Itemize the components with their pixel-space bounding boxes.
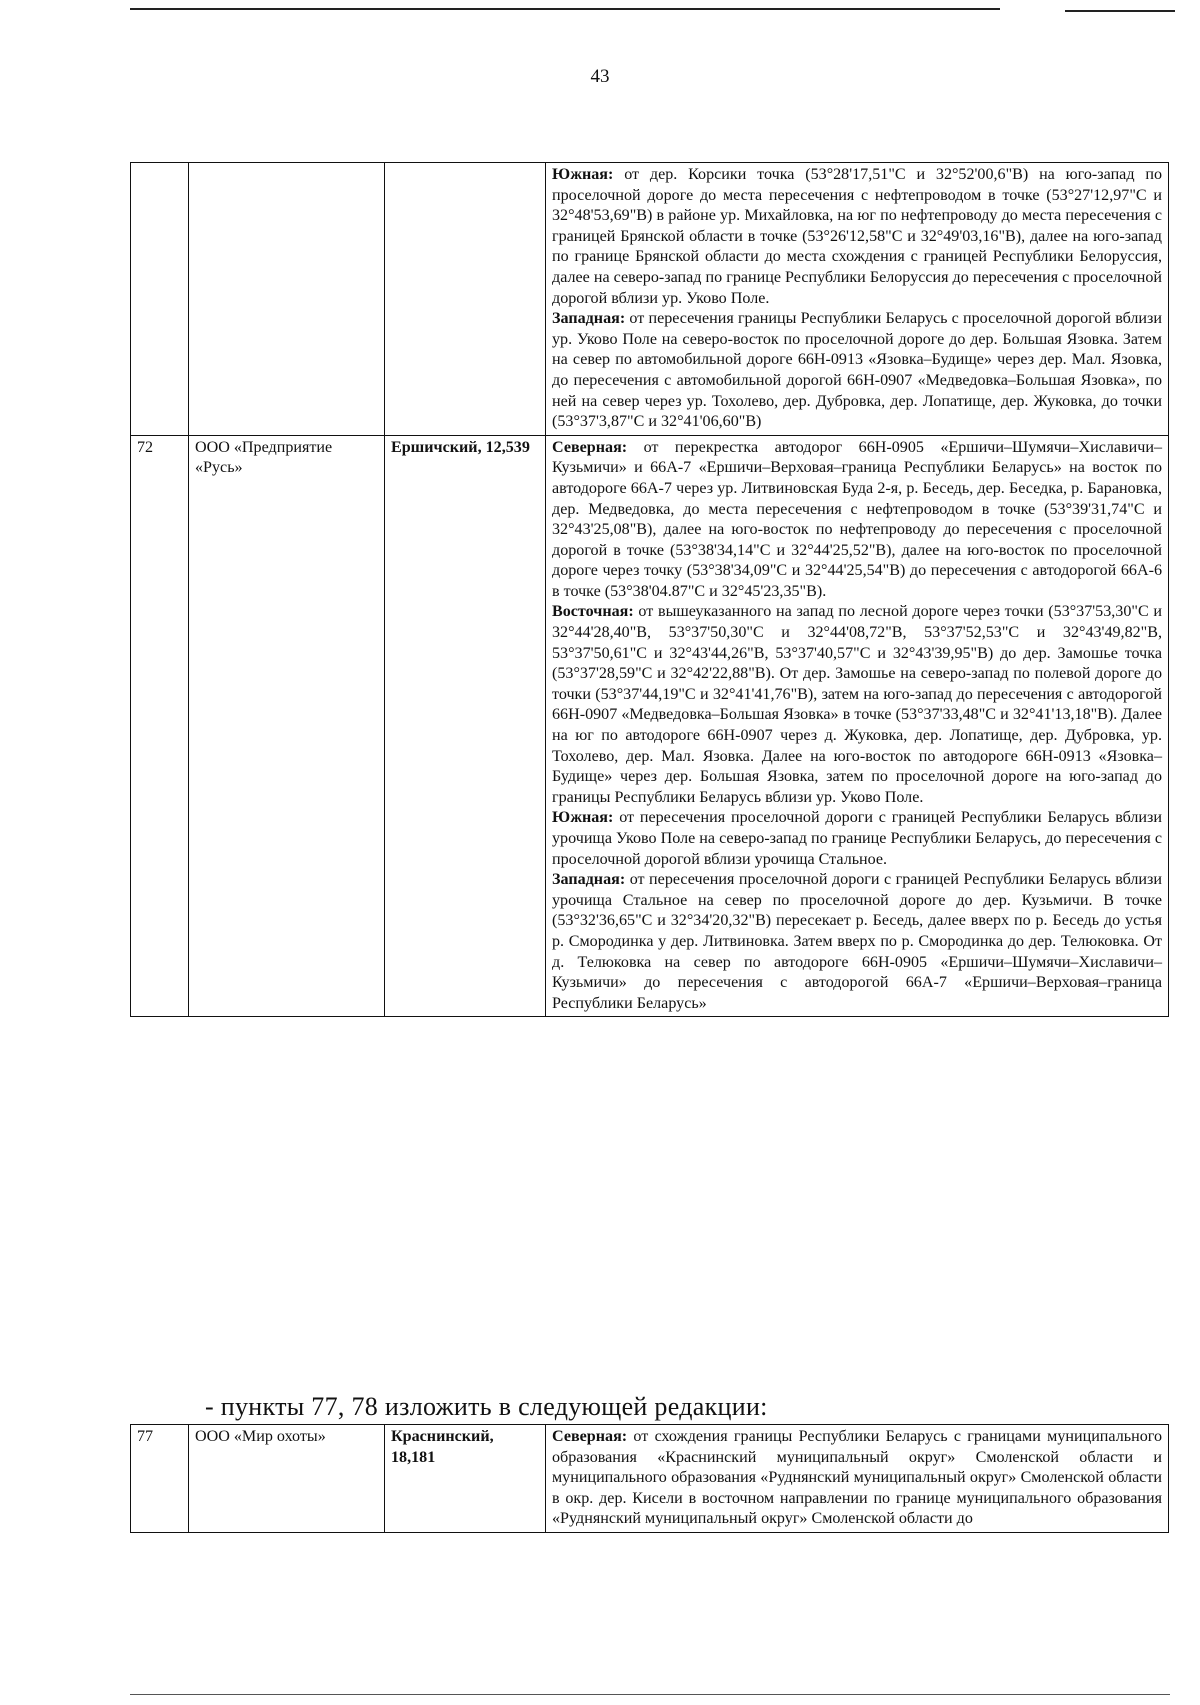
- boundary-paragraph-south: [552, 808, 1162, 870]
- area-info: Ершичский, 12,539: [385, 435, 546, 1017]
- area-info: [385, 163, 546, 436]
- hunting-areas-table-new: [130, 1424, 1169, 1533]
- organization-name: ООО «Мир охоты»: [189, 1425, 385, 1533]
- page-number: 43: [590, 66, 610, 87]
- boundary-label: Восточная:: [552, 603, 634, 621]
- bottom-rule: [130, 1694, 1170, 1695]
- boundary-label: Западная:: [552, 310, 626, 328]
- row-number: [131, 163, 189, 436]
- boundary-label: Южная:: [552, 809, 614, 827]
- boundary-text: от пересечения границы Республики Беларусь с проселочной дорогой вблизи ур. Уково Поле на северо-восток по проселочной дороге до дер. Большая Язовка. Затем на север по автомобильной дороге 66Н-0913 «Язовка–Будище» через дер. Мал. Язовка, до пересечения с автомобильной дорогой 66Н-0907 «Медведовка–Большая Язовка», по ней на север через ур. Тохолево, дер. Дубровка, дер. Лопатище, дер. Жуковка, до точки (53°37'3,87"С и 32°41'06,60"В): [552, 310, 1162, 431]
- boundary-text: от дер. Корсики точка (53°28'17,51"С и 32°52'00,6"В) на юго-запад по проселочной дороге до места пересечения с нефтепроводом в точке (53°27'12,97"С и 32°48'53,69"В) в районе ур. Михайловка, на юг по нефтепроводу до места пересечения с границей Брянской области в точке (53°26'12,58"С и 32°49'03,16"В), далее на юго-запад по границе Брянской области до места схождения с границей Республики Белоруссия, далее на северо-запад по границе Республики Белоруссия до пересечения с проселочной дорогой вблизи ур. Уково Поле.: [552, 166, 1162, 307]
- boundary-text: от пересечения проселочной дороги с границей Республики Беларусь вблизи урочища Уково Поле на северо-запад по границе Республики Беларусь, до пересечения с проселочной дорогой вблизи урочища Стальное.: [552, 809, 1162, 868]
- table-row: [131, 163, 1169, 436]
- top-rule-left: [130, 8, 1000, 10]
- boundary-paragraph-west: [552, 870, 1162, 1014]
- boundary-description: [546, 435, 1169, 1017]
- organization-name: [189, 163, 385, 436]
- boundary-text: от вышеуказанного на запад по лесной дороге через точки (53°37'53,30"С и 32°44'28,40"В, 53°37'50,30"С и 32°44'08,72"В, 53°37'52,53"С и 32°43'49,82"В, 53°37'50,61"С и 32°43'44,26"В, 53°37'40,57"С и 32°43'39,95"В) до дер. Замошье точка (53°37'28,59"С и 32°42'22,88"В). От дер. Замошье на северо-запад по полевой дороге до точки (53°37'44,19"С и 32°41'41,76"В), затем на юго-запад до пересечения с автодорогой 66Н-0907 «Медведовка–Большая Язовка» в точке (53°37'33,48"С и 32°41'13,18"В). Далее на юг по автодороге 66Н-0907 через д. Жуковка, дер. Лопатище, дер. Дубровка, ур. Тохолево, дер. Мал. Язовка. Далее на юго-восток по автодороге 66Н-0913 «Язовка–Будище» через дер. Большая Язовка, затем по проселочной дороге на юго-запад до границы Республики Беларусь вблизи ур. Уково Поле.: [552, 603, 1162, 806]
- top-rule-right: [1065, 10, 1175, 12]
- boundary-paragraph-south: [552, 165, 1162, 309]
- boundary-label: Западная:: [552, 871, 626, 889]
- boundary-paragraph-north: [552, 438, 1162, 603]
- organization-name: ООО «Предприятие «Русь»: [189, 435, 385, 1017]
- row-number: 72: [131, 435, 189, 1017]
- section-subheading: - пункты 77, 78 изложить в следующей редакции:: [205, 1392, 768, 1421]
- hunting-areas-table: [130, 162, 1169, 1017]
- table-row: [131, 435, 1169, 1017]
- boundary-paragraph-west: [552, 309, 1162, 433]
- boundary-text: от пересечения проселочной дороги с границей Республики Беларусь вблизи урочища Стальное на север по проселочной дороге до дер. Кузьмичи. В точке (53°32'36,65"С и 32°34'20,32"В) пересекает р. Беседь, далее вверх по р. Беседь до устья р. Смородинка у дер. Литвиновка. Затем вверх по р. Смородинка до дер. Телюковка. От д. Телюковка на север по автодороге 66Н-0905 «Ершичи–Шумячи–Хиславичи–Кузьмичи» до пересечения с автодорогой 66А-7 «Ершичи–Верховая–граница Республики Беларусь»: [552, 871, 1162, 1012]
- row-number: 77: [131, 1425, 189, 1533]
- boundary-text: от перекрестка автодорог 66Н-0905 «Ершичи–Шумячи–Хиславичи–Кузьмичи» и 66А-7 «Ершичи–Верховая–граница Республики Беларусь» на восток по автодороге 66А-7 через ур. Литвиновская Буда 2-я, р. Беседь, дер. Беседка, р. Барановка, дер. Медведовка, до места пересечения с нефтепроводом в точке (53°39'31,74"С и 32°43'25,08"В), далее на юго-восток по нефтепроводу до пересечения с проселочной дорогой в точке (53°38'34,14"С и 32°44'25,52"В), далее на юго-восток по проселочной дороге через точку (53°38'34,09"С и 32°44'25,54"В) до пересечения с автодорогой 66А-6 в точке (53°38'04.87"С и 32°45'23,35"В).: [552, 438, 1162, 600]
- boundary-label: Южная:: [552, 166, 614, 183]
- area-info: Краснинский, 18,181: [385, 1425, 546, 1533]
- boundary-description: [546, 163, 1169, 436]
- boundary-label: Северная:: [552, 1428, 628, 1445]
- table-row: [131, 1425, 1169, 1533]
- boundary-paragraph-north: [552, 1427, 1162, 1530]
- boundary-label: Северная:: [552, 438, 628, 456]
- boundary-text: от схождения границы Республики Беларусь с границами муниципального образования «Краснинский муниципальный округ» Смоленской области и муниципального образования «Руднянский муниципальный округ» Смоленской области в окр. дер. Кисели в восточном направлении по границе муниципального образования «Руднянский муниципальный округ» Смоленской области до: [552, 1428, 1162, 1528]
- boundary-paragraph-east: [552, 602, 1162, 808]
- boundary-description: [546, 1425, 1169, 1533]
